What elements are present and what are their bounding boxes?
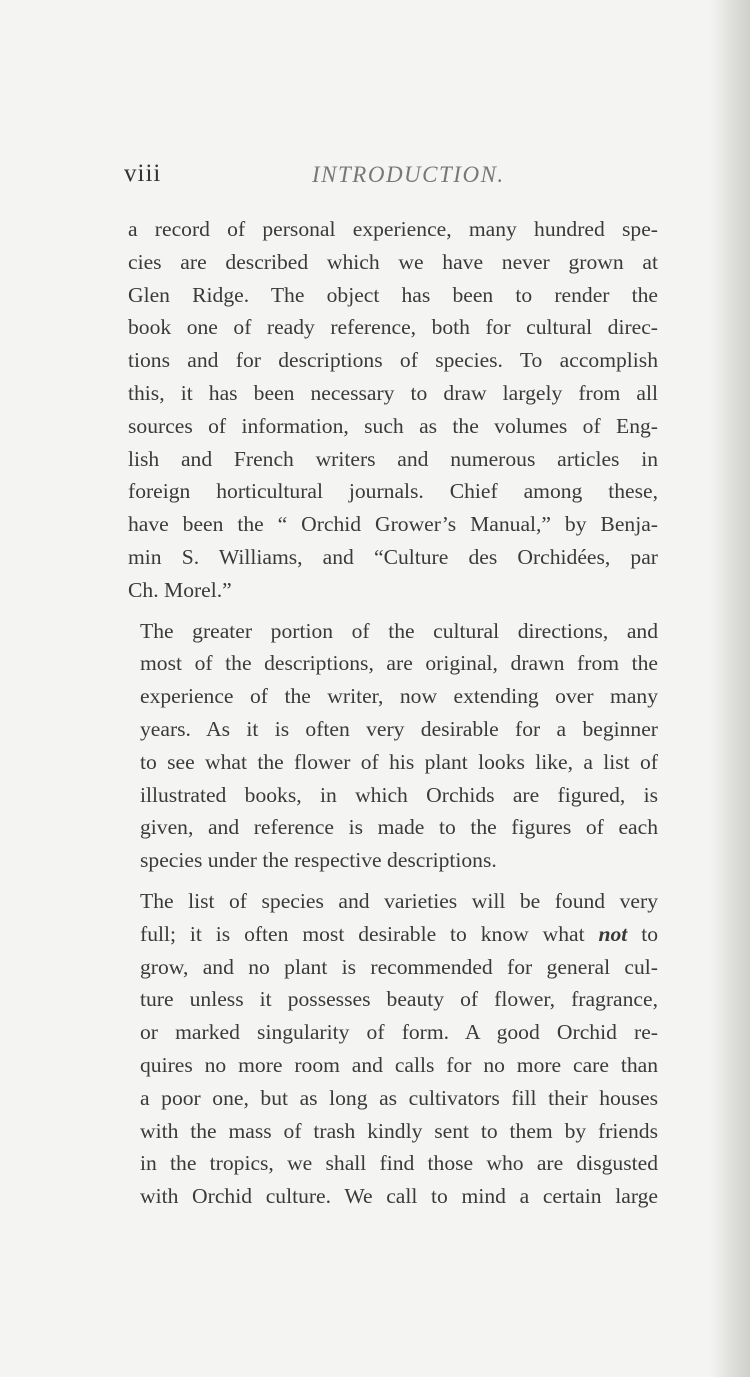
page-edge-shadow [710, 0, 750, 1377]
text-line: book one of ready reference, both for cultural direc- [128, 315, 658, 340]
text-line: years. As it is often very desirable for a beginner [140, 716, 658, 741]
text-line: to see what the flower of his plant looks like, a list of [140, 749, 658, 774]
text-line: illustrated books, in which Orchids are figured, is [140, 782, 658, 807]
text-line-emphasis [128, 918, 658, 951]
paragraph-1 [128, 213, 658, 607]
text-line: lish and French writers and numerous articles in [128, 446, 658, 471]
paragraph-2 [128, 615, 658, 877]
text-line: a poor one, but as long as cultivators fill their houses [140, 1085, 658, 1110]
text-line: The list of species and varieties will be found very [140, 888, 658, 913]
text-line: with the mass of trash kindly sent to them by friends [140, 1118, 658, 1143]
text-line: this, it has been necessary to draw largely from all [128, 380, 658, 405]
text-segment: to [627, 921, 658, 946]
text-line: most of the descriptions, are original, drawn from the [140, 651, 658, 676]
text-line: with Orchid culture. We call to mind a certain large [140, 1184, 658, 1209]
text-line: in the tropics, we shall find those who are disgusted [140, 1151, 658, 1176]
text-segment: full; it is often most desirable to know what [140, 921, 599, 946]
text-line: min S. Williams, and “Culture des Orchidées, par [128, 544, 658, 569]
page-header [124, 160, 664, 192]
body-text [128, 213, 658, 1213]
text-line: have been the “ Orchid Grower’s Manual,” by Benja- [128, 512, 658, 537]
paragraph-3 [128, 885, 658, 1213]
text-line: a record of personal experience, many hundred spe- [128, 217, 658, 241]
text-line: given, and reference is made to the figures of each [140, 815, 658, 840]
text-line: quires no more room and calls for no more care than [140, 1052, 658, 1077]
text-line: or marked singularity of form. A good Orchid re- [140, 1020, 658, 1045]
text-line: tions and for descriptions of species. To accomplish [128, 348, 658, 373]
text-line: sources of information, such as the volumes of Eng- [128, 413, 658, 438]
emphasis-not: not [598, 921, 628, 946]
text-line: experience of the writer, now extending over many [140, 684, 658, 709]
text-line: Ch. Morel.” [128, 577, 232, 602]
text-line: The greater portion of the cultural directions, and [140, 618, 658, 643]
text-line: cies are described which we have never grown at [128, 249, 658, 274]
text-line: ture unless it possesses beauty of flower, fragrance, [140, 987, 658, 1012]
page-number: viii [124, 160, 162, 187]
text-line: Glen Ridge. The object has been to render the [128, 282, 658, 307]
text-line: grow, and no plant is recommended for general cul- [140, 954, 658, 979]
text-line: species under the respective descriptions. [140, 848, 497, 873]
running-head: INTRODUCTION. [312, 162, 505, 187]
text-line: foreign horticultural journals. Chief among these, [128, 479, 658, 504]
